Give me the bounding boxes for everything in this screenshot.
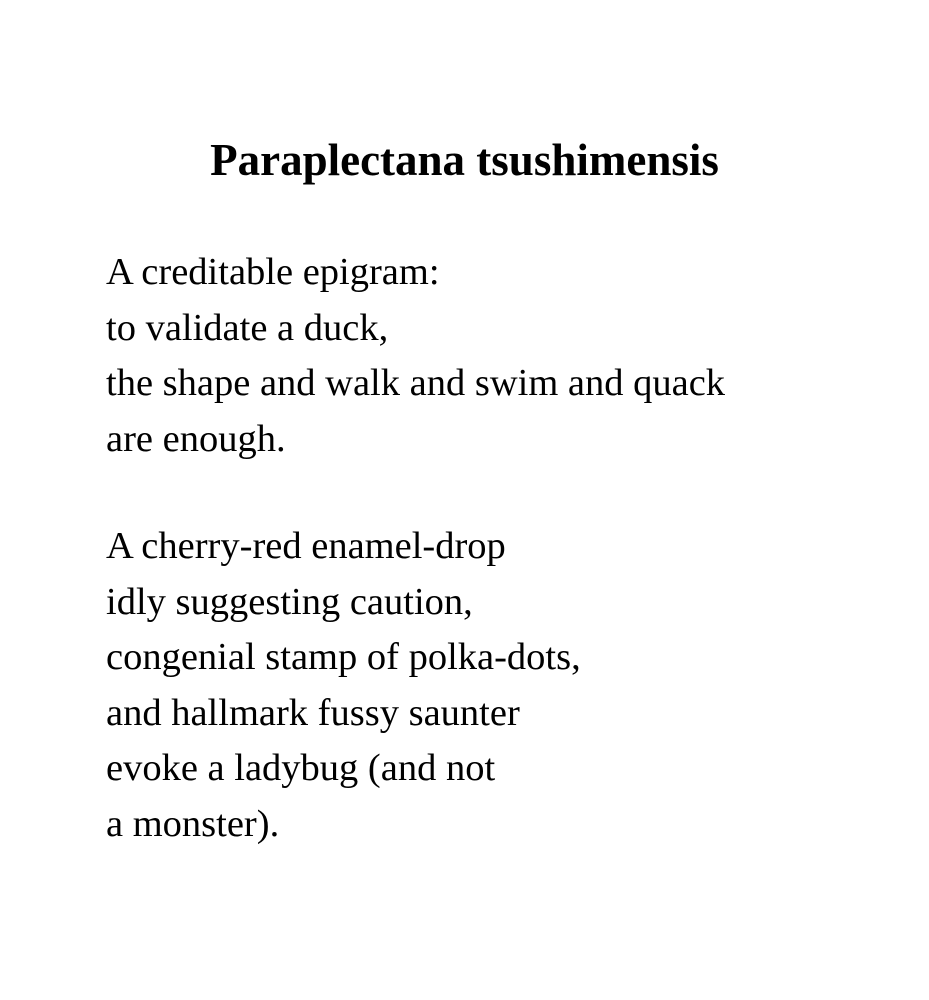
poem-line: a monster). [106, 802, 280, 845]
poem-line: to validate a duck, [106, 306, 389, 349]
poem-line: are enough. [106, 417, 286, 460]
poem-line: and hallmark fussy saunter [106, 691, 520, 734]
poem-line: the shape and walk and swim and quack [106, 362, 726, 404]
poem-line: A creditable epigram: [106, 251, 440, 293]
poem-line: congenial stamp of polka-dots, [106, 636, 581, 678]
stanza-1 [106, 245, 725, 467]
poem-line: A cherry-red enamel-drop [106, 525, 506, 567]
poem-line: evoke a ladybug (and not [106, 747, 496, 789]
poem-title: Paraplectana tsushimensis [210, 135, 719, 185]
poem-line: idly suggesting caution, [106, 580, 473, 623]
stanza-2 [106, 519, 581, 852]
